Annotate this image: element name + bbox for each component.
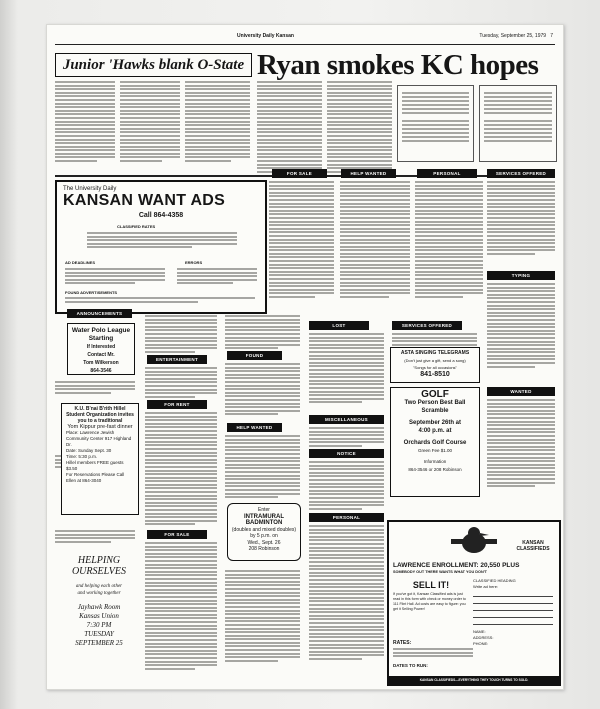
jayhawk-logo-icon [449,526,499,556]
for-sale-header: FOR SALE [272,169,327,178]
coupon-form [473,578,553,647]
classified-text [145,412,217,527]
coupon-footer: KANSAN CLASSIFIEDS—EVERYTHING THEY TOUCH TURNS TO SOLD. [389,676,559,684]
ad-line: and helping each other [75,584,123,589]
write-ad-line[interactable] [473,597,553,604]
headline-juniors: Junior 'Hawks blank O-State [55,53,252,77]
services-offered-header: SERVICES OFFERED [392,321,462,330]
enrollment-subhead: SOMEBODY OUT THERE WANTS WHAT YOU DON'T [393,570,487,574]
ad-line: OURSELVES [71,566,127,577]
ad-line: 7:30 PM [86,621,112,629]
hillel-cost: Hillel members FREE guests $3.50 [66,460,124,471]
classified-text [415,181,483,300]
classified-text [145,367,217,399]
newspaper-page [46,24,564,690]
kansan-classifieds-label: KANSAN CLASSIFIEDS [516,540,550,552]
article-column [120,81,180,164]
ad-line: Information [423,459,447,464]
classified-text [309,427,384,449]
ad-line: September 26th at [408,420,462,426]
helping-ourselves-ad [57,555,141,680]
for-rent-header: FOR RENT [147,400,207,409]
hillel-date: Date: Sunday Sept. 30 [66,448,112,453]
write-ad-line[interactable] [473,590,553,597]
ad-line: If Interested [86,344,116,350]
ad-line: INTRAMURAL [244,513,284,520]
ad-line: Enter [258,507,270,513]
announcements-header: ANNOUNCEMENTS [67,309,132,318]
intramural-badminton-ad [227,503,301,561]
golf-scramble-ad [390,387,480,497]
help-wanted-header: HELP WANTED [227,423,282,432]
write-ad-line[interactable] [473,604,553,611]
miscellaneous-header: MISCELLANEOUS [309,415,384,424]
for-sale-header: FOR SALE [147,530,207,539]
classified-text [309,333,384,405]
classified-text [487,399,555,489]
ad-line: Green Fee $1.00 [417,448,453,453]
article-column [185,81,250,164]
classified-text [55,381,135,395]
standings-table [479,85,557,162]
kansan-want-ads-box [55,180,267,314]
notice-header: NOTICE [309,449,384,458]
wanted-header: WANTED [487,387,555,396]
name-field[interactable]: NAME: [473,629,486,634]
hillel-yom-kippur-ad [61,403,139,515]
ad-line: Starting [88,335,114,342]
ad-line: Scramble [421,408,449,414]
ad-line: "Songs for all occasions" [413,365,457,370]
hillel-event: Yom Kippur pre-fast dinner [67,424,133,430]
header-paper-name: University Daily Kansan [237,33,294,39]
classified-text [309,461,384,511]
want-ads-title: KANSAN WANT ADS [63,192,226,209]
typing-header: TYPING [487,271,555,280]
page-header [47,33,563,43]
deadlines-heading: AD DEADLINES [65,260,96,265]
ad-line: by 5 p.m. on [250,533,278,539]
ad-line: ASTA SINGING TELEGRAMS [400,350,470,356]
classified-text [225,363,300,417]
rates-label: RATES: [393,640,412,646]
write-ad-label: Write ad here: [473,584,499,589]
header-date: Tuesday, September 25, 1979 7 [479,33,553,39]
dates-to-run-field[interactable]: DATES TO RUN: [393,663,428,668]
ad-line: Orchards Golf Course [403,440,467,446]
hillel-place: Place: Lawrence Jewish Community Center 917 Highland Dr. [66,430,132,447]
classified-text [269,181,334,300]
ad-line: (doubles and mixed doubles) [231,526,297,533]
article-column [257,81,322,174]
want-ads-phone: Call 864-4358 [138,212,184,219]
ad-line: TUESDAY [84,630,114,638]
personal-header: PERSONAL [417,169,477,178]
ad-line: GOLF [421,389,449,400]
coupon-body-text: If you've got it, Kansan Classified ads is just read in this form with check or money order to 111 Flint Hall. Ad costs are easy to figure: you get it Selling Power! [393,592,466,611]
ad-line: 4:00 p.m. at [418,428,452,434]
hillel-time: Time: 5:30 p.m. [66,454,98,459]
header-rule [55,44,555,45]
classified-text [225,570,300,663]
classified-text [145,542,217,671]
found-header: FOUND [227,351,282,360]
address-field[interactable]: ADDRESS: [473,635,494,640]
ad-line: HELPING [77,555,121,566]
write-ad-line[interactable] [473,618,553,625]
enrollment-headline: LAWRENCE ENROLLMENT: 20,550 PLUS [393,562,520,569]
ad-line: Jayhawk Room [77,603,121,611]
sell-it-title: SELL IT! [412,580,450,590]
classified-text [225,315,300,351]
asta-singing-telegrams-ad [390,347,480,383]
errors-heading: ERRORS [185,260,203,265]
ad-line: SEPTEMBER 25 [75,639,123,647]
ad-line: (Don't just give a gift, send a song) [404,358,466,363]
ad-line: Wed., Sept. 26 [247,539,281,546]
services-offered-header: SERVICES OFFERED [487,169,555,178]
classified-heading-label: CLASSIFIED HEADING [473,578,516,583]
article-column [327,81,392,174]
ad-line: 841-8510 [420,371,450,378]
ad-line: Water Polo League [71,327,131,334]
help-wanted-header: HELP WANTED [341,169,396,178]
headline-ryan: Ryan smokes KC hopes [257,49,539,81]
article-column [55,81,115,164]
classified-text [55,530,135,544]
classified-text [487,181,555,256]
hillel-title: K.U. B'nai B'rith Hillel Student Organization invites you to a traditional [66,406,134,424]
personal-header: PERSONAL [309,513,384,522]
found-ads-heading: FOUND ADVERTISEMENTS [65,290,118,295]
classified-text [487,283,555,369]
ad-line: Contact Mr. [87,352,115,358]
want-ads-publisher: The University Daily [63,186,117,192]
lost-header: LOST [309,321,369,330]
hillel-reservations: For Reservations Please Call Ellen at 864-3040 [66,472,125,483]
ad-line: BADMINTON [245,520,283,526]
water-polo-ad [67,323,135,375]
standings-table [397,85,474,162]
write-ad-line[interactable] [473,611,553,618]
classified-text [309,525,384,662]
ad-line: Kansas Union [79,612,119,620]
ad-line: Two Person Best Ball [404,400,466,406]
classified-text [340,181,410,300]
entertainment-header: ENTERTAINMENT [147,355,207,364]
classified-text [145,315,217,355]
ad-line: and working together [77,591,121,596]
phone-field[interactable]: PHONE: [473,641,489,646]
ad-line: Tom Wilkerson [83,360,119,366]
rates-heading: CLASSIFIED RATES [117,224,156,229]
ad-line: 864-3546 [90,368,112,374]
ad-line: 208 Robinson [248,546,280,552]
kansan-classifieds-coupon [387,520,561,686]
classified-text [225,435,300,500]
ad-line: 864-3546 or 208 Robinson [408,467,462,472]
